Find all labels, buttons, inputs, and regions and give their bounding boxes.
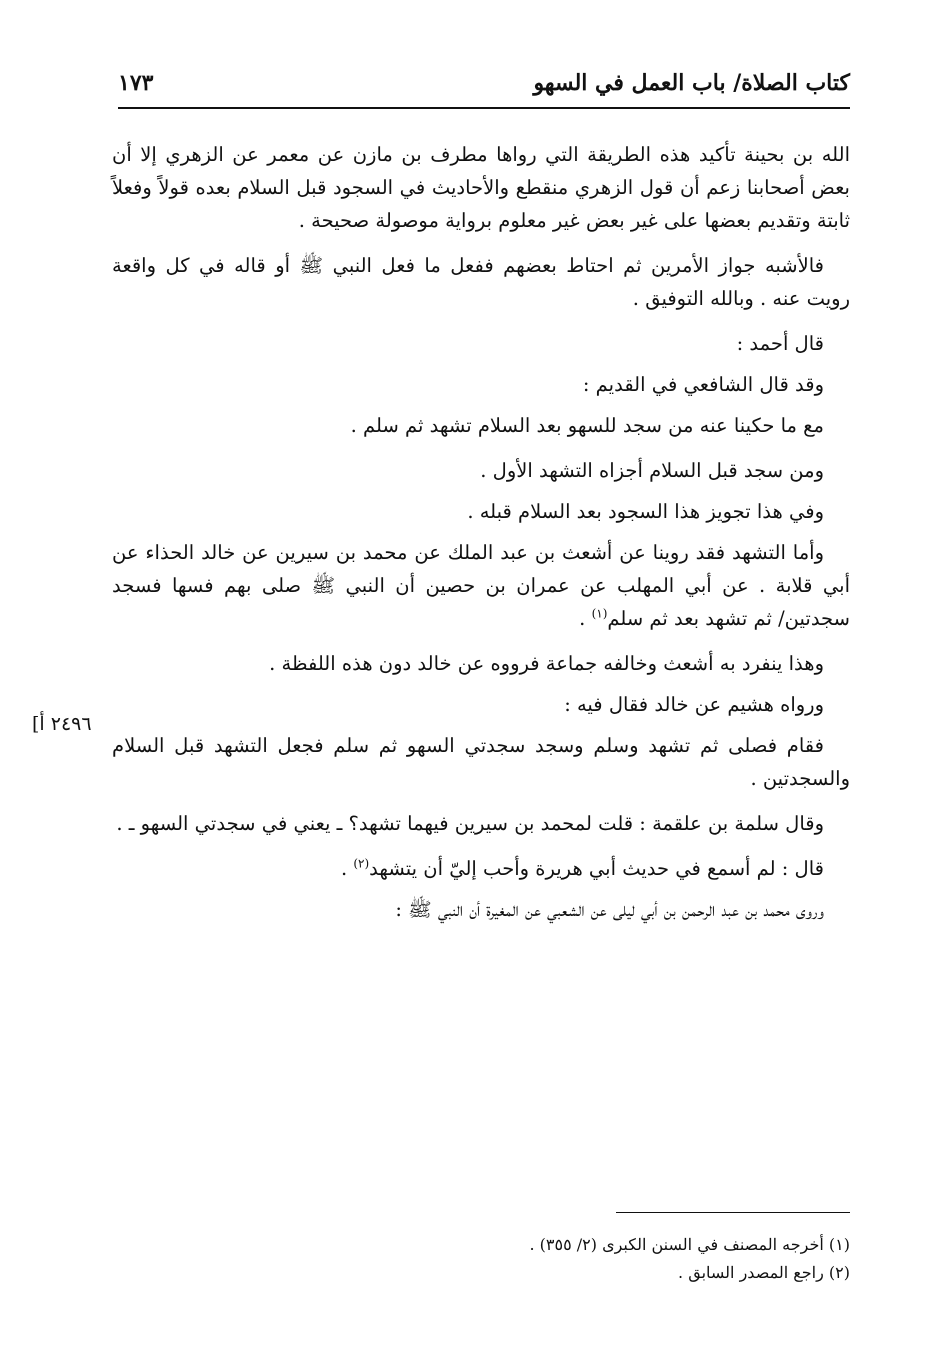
footnote-separator [616,1212,850,1213]
main-text [112,138,850,938]
footnote-text: راجع المصدر السابق . [678,1263,824,1282]
page-number: ١٧٣ [118,70,154,96]
paragraph: مع ما حكينا عنه من سجد للسهو بعد السلام تشهد ثم سلم . [350,414,824,437]
paragraph: قال أحمد : [736,332,824,355]
paragraph: وقال سلمة بن علقمة : قلت لمحمد بن سيرين فيهما تشهد؟ ـ يعني في سجدتي السهو ـ . [116,812,824,835]
paragraph: وروى محمد بن عبد الرحمن بن أبي ليلى عن الشعبي عن المغيرة أن النبي ﷺ : [395,898,824,921]
margin-manuscript-ref: ٢٤٩٦ أ] [32,713,92,735]
paragraph: وهذا ينفرد به أشعث وخالفه جماعة فرووه عن خالد دون هذه اللفظة . [269,652,824,675]
paragraph: قال : لم أسمع في حديث أبي هريرة وأحب إليّ أن يتشهد$^{(٢)}$ . [340,856,824,880]
chapter-title: كتاب الصلاة/ باب العمل في السهو [533,70,850,96]
footnote-marker: (٢) [353,856,370,871]
footnote [112,1231,850,1259]
paragraph: فالأشبه جواز الأمرين ثم احتاط بعضهم ففعل ما فعل النبي ﷺ أو قاله في كل واقعة رويت عنه . وبالله التوفيق . [112,254,850,310]
paragraph: الله بن بحينة تأكيد هذه الطريقة التي رواها مطرف بن مازن عن معمر عن الزهري إلا أن بعض أصحابنا زعم أن قول الزهري منقطع والأحاديث في السجود قبل السلام بعده قولاً وفعلاً ثابتة وتقديم بعضها على غير بعض غير معلوم برواية موصولة صحيحة . [112,143,850,232]
footnote-label: (٢) [828,1263,850,1282]
paragraph: وقد قال الشافعي في القديم : [582,373,824,396]
paragraph: فقام فصلى ثم تشهد وسلم وسجد سجدتي السهو ثم سلم فجعل التشهد قبل السلام والسجدتين . [112,734,850,790]
footnotes [112,1231,850,1287]
footnote-label: (١) [828,1235,850,1254]
paragraph: ومن سجد قبل السلام أجزاه التشهد الأول . [480,459,824,482]
paragraph: ورواه هشيم عن خالد فقال فيه : [564,693,824,716]
running-header [118,64,850,104]
footnote-marker: (١) [591,606,608,621]
header-rule [118,107,850,109]
footnote-text: أخرجه المصنف في السنن الكبرى (٢/ ٣٥٥) . [529,1235,824,1254]
footnote [112,1259,850,1287]
paragraph: وأما التشهد فقد روينا عن أشعث بن عبد الملك عن محمد بن سيرين عن خالد الحذاء عن أبي قلابة . عن أبي المهلب عن عمران بن حصين أن النبي ﷺ صلى بهم فسها فسجد سجدتين/ ثم تشهد بعد ثم سلم$^{(١)}$ . [112,541,850,630]
paragraph: وفي هذا تجويز هذا السجود بعد السلام قبله . [467,500,824,523]
